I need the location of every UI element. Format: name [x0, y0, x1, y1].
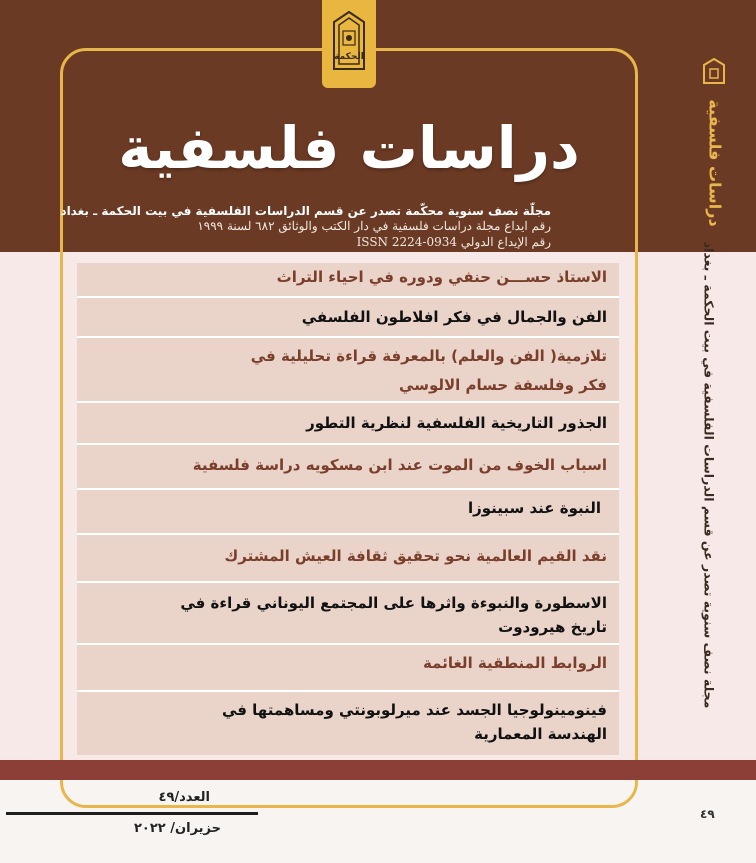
- page-number: ٤٩: [700, 807, 715, 821]
- spine-logo-icon: [702, 58, 726, 84]
- spine-subtitle: [692, 241, 726, 709]
- toc-item[interactable]: النبوة عند سبينوزا: [467, 499, 601, 517]
- toc-divider: [77, 336, 619, 338]
- toc-item[interactable]: الفن والجمال في فكر افلاطون الفلسفي: [301, 308, 607, 326]
- toc-item[interactable]: تاريخ هيرودوت: [498, 618, 607, 636]
- footer-band: [0, 760, 756, 780]
- toc-divider: [77, 581, 619, 583]
- issn-number: رقم الإيداع الدولي ISSN 2224-0934: [356, 235, 551, 249]
- table-of-contents: [77, 263, 619, 755]
- toc-divider: [77, 533, 619, 535]
- logo-text: الحكمة: [334, 52, 364, 62]
- issue-divider: [6, 812, 258, 815]
- toc-item[interactable]: تلازمية( الفن والعلم) بالمعرفة قراءة تحليلية في: [250, 347, 607, 365]
- toc-item[interactable]: الاسطورة والنبوءة واثرها على المجتمع اليوناني قراءة في: [180, 594, 607, 612]
- toc-item[interactable]: الروابط المنطقية الغائمة: [423, 654, 607, 672]
- toc-divider: [77, 690, 619, 692]
- toc-divider: [77, 401, 619, 403]
- toc-item[interactable]: الاستاذ حســـن حنفي ودوره في احياء التراث: [276, 268, 607, 286]
- deposit-number: رقم ايداع مجلة دراسات فلسفية في دار الكتب والوثائق ٦٨٢ لسنة ١٩٩٩: [197, 219, 551, 233]
- issue-date: حزيران/ ٢٠٢٢: [134, 821, 221, 836]
- journal-title: دراسات فلسفية: [118, 114, 580, 182]
- toc-item[interactable]: الجذور التاريخية الفلسفية لنظرية التطور: [306, 414, 607, 432]
- spine-title: [700, 90, 730, 235]
- toc-item[interactable]: فكر وفلسفة حسام الالوسي: [399, 376, 607, 394]
- spine-title-text: دراسات فلسفية: [705, 98, 725, 227]
- house-of-wisdom-logo: [322, 0, 376, 88]
- toc-divider: [77, 443, 619, 445]
- toc-divider: [77, 643, 619, 645]
- toc-divider: [77, 488, 619, 490]
- issue-number: العدد/٤٩: [158, 790, 210, 805]
- toc-item[interactable]: اسباب الخوف من الموت عند ابن مسكويه دراسة فلسفية: [192, 456, 607, 474]
- spine-subtitle-text: مجلة نصف سنوية تصدر عن قسم الدراسات الفلسفية في بيت الحكمة ـ بغداد: [701, 241, 717, 709]
- toc-item[interactable]: الهندسة المعمارية: [474, 725, 607, 743]
- toc-divider: [77, 296, 619, 298]
- toc-item[interactable]: نقد القيم العالمية نحو تحقيق ثقافة العيش المشترك: [224, 547, 607, 565]
- journal-subtitle: مجلّة نصف سنوية محكّمة تصدر عن قسم الدراسات الفلسفية في بيت الحكمة ـ بغداد: [60, 204, 551, 218]
- toc-item[interactable]: فينومينولوجيا الجسد عند ميرلوبونتي ومساهمتها في: [221, 701, 607, 719]
